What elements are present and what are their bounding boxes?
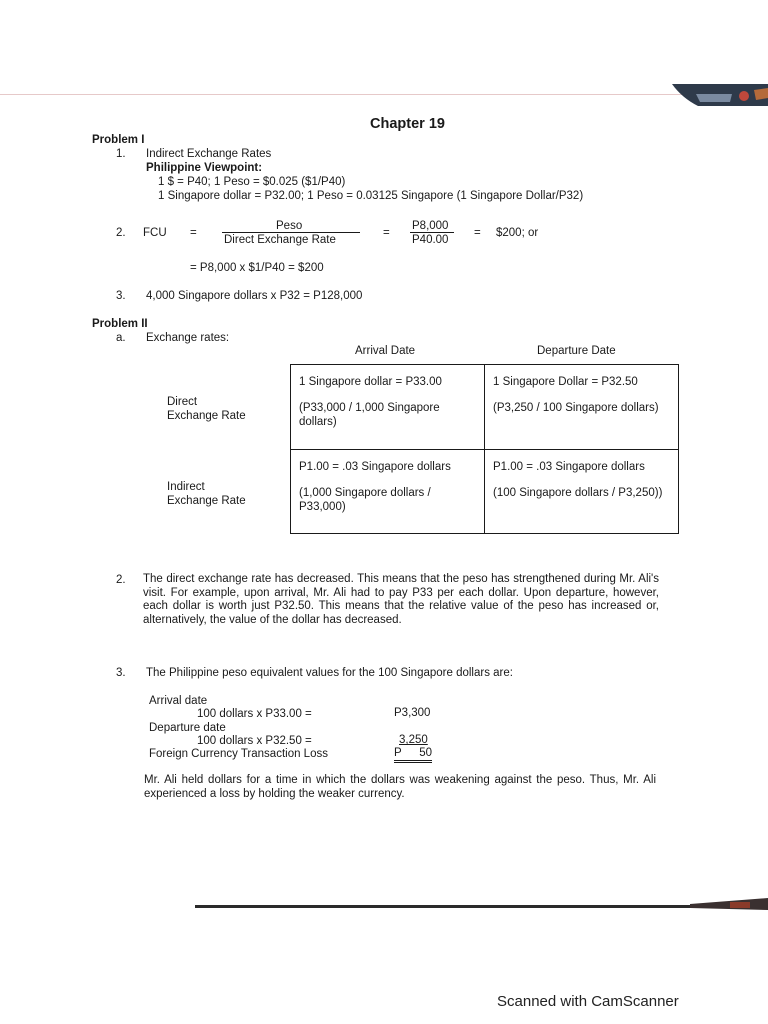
cell-line: (1,000 Singapore dollars / P33,000) <box>299 486 431 513</box>
scan-edge-line-top <box>0 94 690 95</box>
loss-amount: 50 <box>419 747 432 759</box>
fraction2-numerator: P8,000 <box>412 220 449 232</box>
singapore-rate-line: 1 Singapore dollar = P32.00; 1 Peso = 0.03125 Singapore (1 Singapore Dollar/P32) <box>158 190 584 202</box>
problem2-item3-number: 3. <box>116 667 126 679</box>
arrival-calculation: 100 dollars x P33.00 = <box>197 708 312 720</box>
fcu-label: FCU <box>143 227 167 239</box>
cell-line: (100 Singapore dollars / P3,250)) <box>493 486 663 499</box>
column-header-arrival: Arrival Date <box>355 345 416 357</box>
problem1-item3-number: 3. <box>116 290 126 302</box>
problem2-item3-intro: The Philippine peso equivalent values for the 100 Singapore dollars are: <box>146 667 513 679</box>
problem1-item2-number: 2. <box>116 227 126 239</box>
departure-amount: 3,250 <box>399 734 428 746</box>
bottom-image-fragment <box>690 898 768 910</box>
fraction2-denominator: P40.00 <box>412 234 449 246</box>
problem2-part-a-label: a. <box>116 332 126 344</box>
problem1-item1-title: Indirect Exchange Rates <box>146 148 272 160</box>
problem2-heading: Problem II <box>92 318 148 330</box>
fraction1-numerator: Peso <box>276 220 303 232</box>
cell-line: P1.00 = .03 Singapore dollars <box>493 460 645 473</box>
problem1-item3-text: 4,000 Singapore dollars x P32 = P128,000 <box>146 290 363 302</box>
cell-line: (P33,000 / 1,000 Singapore dollars) <box>299 402 440 428</box>
table-row-indirect <box>291 449 679 534</box>
row-label-indirect-line1: Indirect <box>167 481 205 493</box>
row-label-indirect-line2: Exchange Rate <box>167 495 246 507</box>
row-label-direct-line2: Exchange Rate <box>167 410 246 422</box>
equals-sign-2: = <box>383 227 390 239</box>
arrival-amount: P3,300 <box>394 707 431 719</box>
exchange-rate-table <box>290 364 679 534</box>
cell-indirect-arrival <box>291 449 485 534</box>
dollar-rate-line: 1 $ = P40; 1 Peso = $0.025 ($1/P40) <box>158 176 346 188</box>
table-row-direct <box>291 365 679 450</box>
problem2-item2-number: 2. <box>116 574 126 586</box>
corner-image-fragment <box>672 84 768 106</box>
row-label-direct-line1: Direct <box>167 396 198 408</box>
cell-line: P1.00 = .03 Singapore dollars <box>299 460 451 473</box>
problem2-part-a-title: Exchange rates: <box>146 332 230 344</box>
cell-indirect-departure <box>485 449 679 534</box>
equals-sign-1: = <box>190 227 197 239</box>
fraction1-denominator: Direct Exchange Rate <box>224 234 336 246</box>
column-header-departure: Departure Date <box>537 345 616 357</box>
scan-edge-line-bottom <box>195 905 768 908</box>
problem1-heading: Problem I <box>92 134 145 146</box>
cell-direct-departure <box>485 365 679 450</box>
chapter-title: Chapter 19 <box>370 116 445 132</box>
equals-sign-3: = <box>474 227 481 239</box>
loss-label: Foreign Currency Transaction Loss <box>149 748 328 760</box>
loss-amount-row <box>394 746 432 763</box>
departure-calculation: 100 dollars x P32.50 = <box>197 735 312 747</box>
arrival-date-label: Arrival date <box>149 695 208 707</box>
cell-line: 1 Singapore Dollar = P32.50 <box>493 376 638 388</box>
viewpoint-heading: Philippine Viewpoint: <box>146 162 263 174</box>
alternate-calculation: = P8,000 x $1/P40 = $200 <box>190 262 324 274</box>
problem1-item1-number: 1. <box>116 148 126 160</box>
scanner-watermark: Scanned with CamScanner <box>497 993 679 1010</box>
loss-currency: P <box>394 747 402 759</box>
cell-line: 1 Singapore dollar = P33.00 <box>299 376 442 388</box>
cell-line: (P3,250 / 100 Singapore dollars) <box>493 402 659 414</box>
conclusion-paragraph: Mr. Ali held dollars for a time in which the dollars was weakening against the peso. Thus, Mr. Ali experienced a loss by holding the weaker currency. <box>144 774 656 800</box>
fcu-result: $200; or <box>496 227 539 239</box>
cell-direct-arrival <box>291 365 485 450</box>
problem2-item2-paragraph: The direct exchange rate has decreased. This means that the peso has strengthened during Mr. Ali's visit. For example, upon arrival, Mr. Ali had to pay P33 per each dollar. Upon departure, however, each dollar is worth just P32.50. This means that the relative value of the peso has increased or, alternatively, the value of the dollar has decreased. <box>143 573 659 626</box>
departure-date-label: Departure date <box>149 722 226 734</box>
